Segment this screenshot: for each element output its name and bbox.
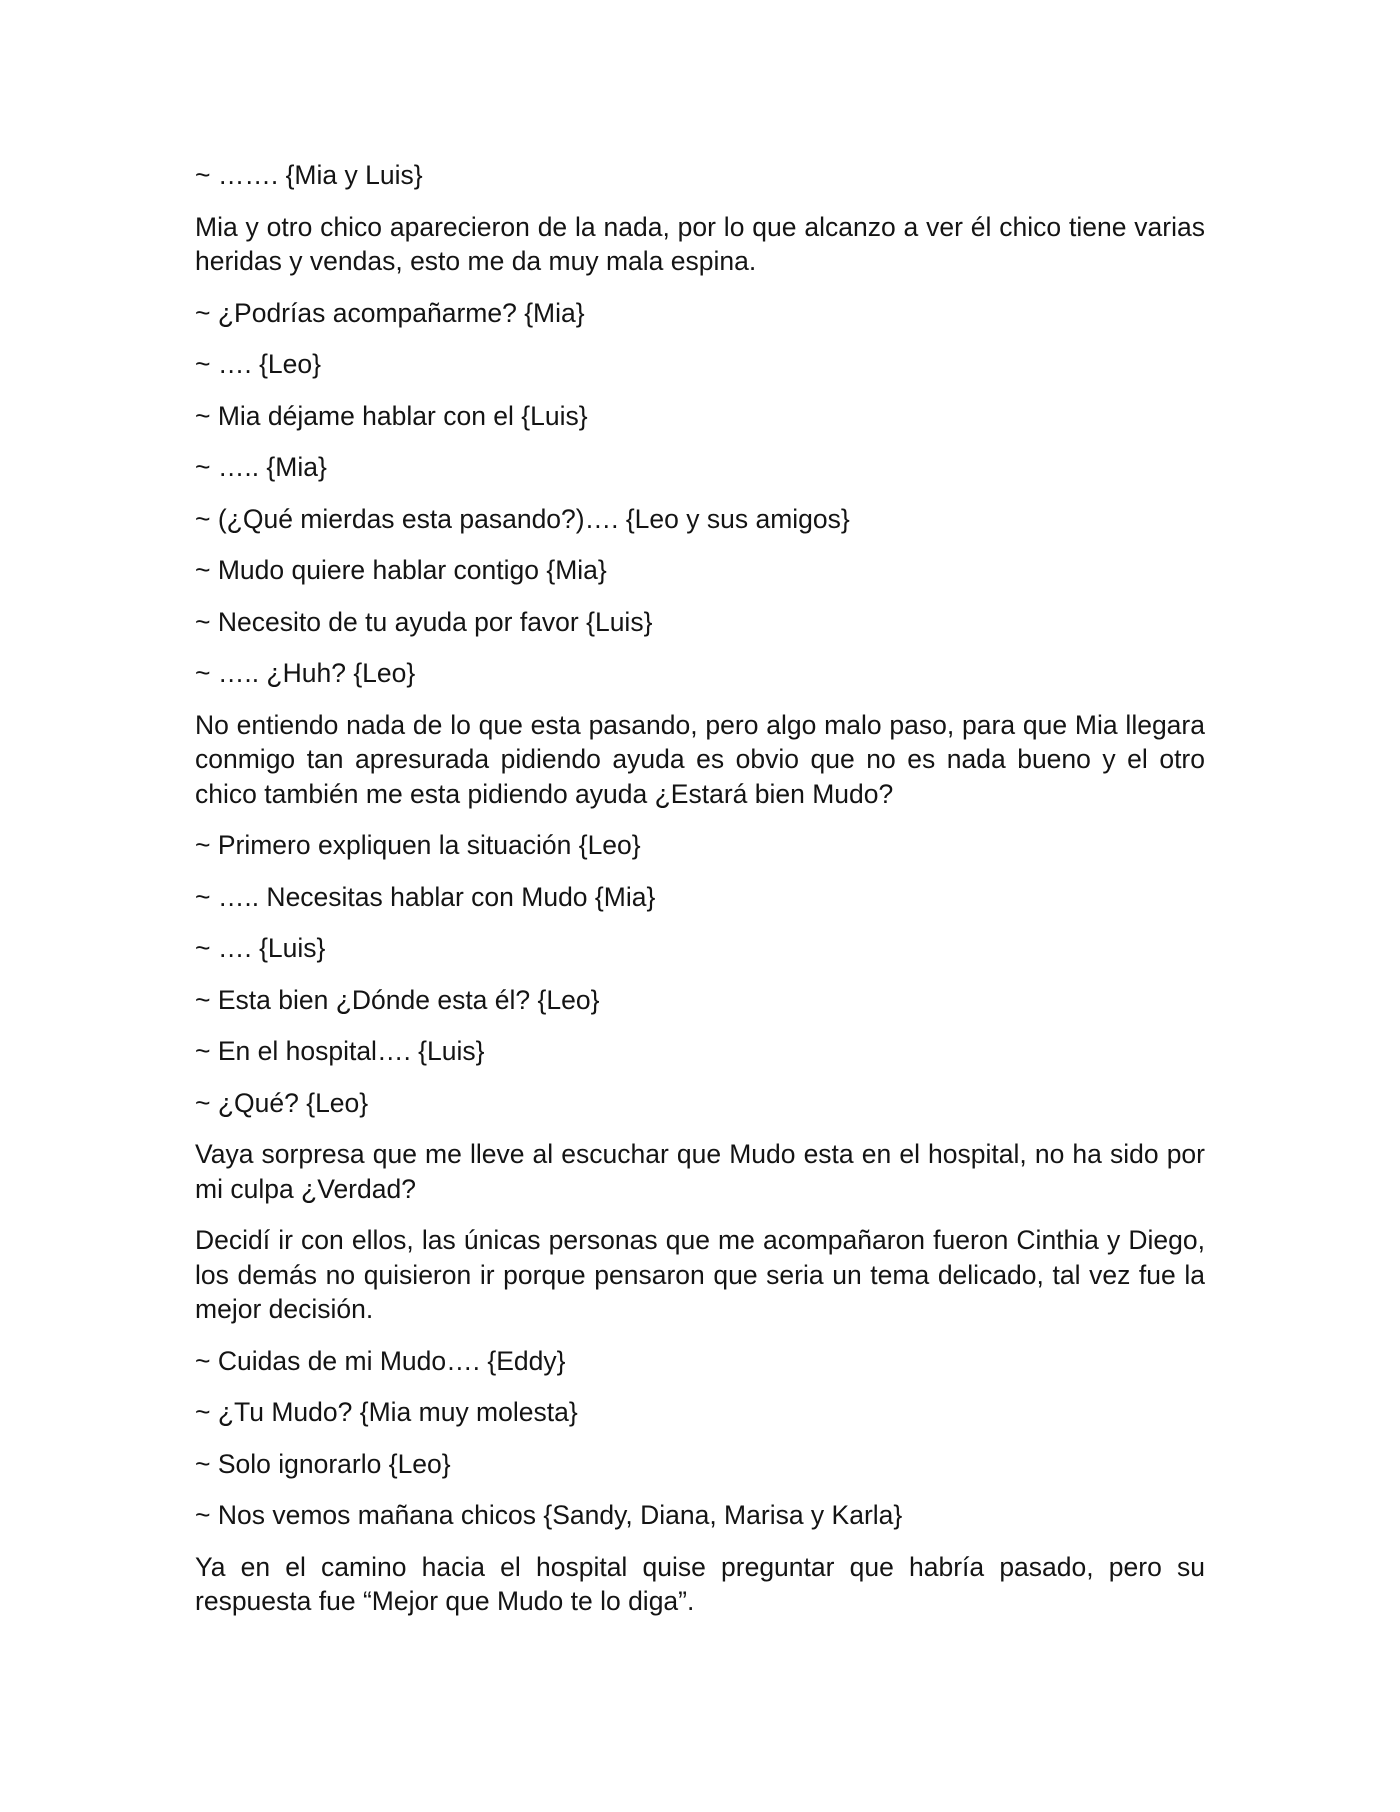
dialogue-line: ~ ¿Qué? {Leo} — [195, 1087, 369, 1118]
dialogue-line: ~ Esta bien ¿Dónde esta él? {Leo} — [195, 984, 600, 1015]
document-body — [195, 158, 1205, 1619]
dialogue-line: ~ ….. {Mia} — [195, 452, 327, 482]
dialogue-line: ~ ¿Tu Mudo? {Mia muy molesta} — [195, 1397, 578, 1427]
dialogue-line: ~ Solo ignorarlo {Leo} — [195, 1448, 451, 1479]
dialogue-line: ~ ……. {Mia y Luis} — [195, 160, 423, 190]
dialogue-line: ~ Mudo quiere hablar contigo {Mia} — [195, 555, 607, 585]
dialogue-line: ~ Primero expliquen la situación {Leo} — [195, 830, 641, 860]
dialogue-line: ~ Mia déjame hablar con el {Luis} — [195, 400, 588, 431]
dialogue-line: ~ …. {Luis} — [195, 933, 326, 963]
dialogue-line: ~ En el hospital…. {Luis} — [195, 1036, 485, 1066]
dialogue-line: ~ Nos vemos mañana chicos {Sandy, Diana, Marisa y Karla} — [195, 1500, 903, 1530]
dialogue-line: ~ Necesito de tu ayuda por favor {Luis} — [195, 606, 653, 637]
dialogue-line: ~ ….. Necesitas hablar con Mudo {Mia} — [195, 881, 656, 912]
narrative-paragraph: Ya en el camino hacia el hospital quise preguntar que habría pasado, pero su respuesta fue “Mejor que Mudo te lo diga”. — [195, 1551, 1205, 1616]
dialogue-line: ~ (¿Qué mierdas esta pasando?)…. {Leo y sus amigos} — [195, 503, 850, 534]
dialogue-line: ~ Cuidas de mi Mudo…. {Eddy} — [195, 1345, 566, 1376]
dialogue-line: ~ ….. ¿Huh? {Leo} — [195, 658, 416, 688]
narrative-paragraph: Vaya sorpresa que me lleve al escuchar que Mudo esta en el hospital, no ha sido por mi culpa ¿Verdad? — [195, 1139, 1205, 1204]
narrative-paragraph: Decidí ir con ellos, las únicas personas que me acompañaron fueron Cinthia y Diego, los demás no quisieron ir porque pensaron que seria un tema delicado, tal vez fue la mejor decisión. — [195, 1225, 1205, 1324]
narrative-paragraph: No entiendo nada de lo que esta pasando, pero algo malo paso, para que Mia llegara conmigo tan apresurada pidiendo ayuda es obvio que no es nada bueno y el otro chico también me esta pidiendo ayuda ¿Estará bien Mudo? — [195, 709, 1205, 809]
narrative-paragraph: Mia y otro chico aparecieron de la nada, por lo que alcanzo a ver él chico tiene varias heridas y vendas, esto me da muy mala espina. — [195, 211, 1205, 276]
dialogue-line: ~ …. {Leo} — [195, 349, 321, 379]
dialogue-line: ~ ¿Podrías acompañarme? {Mia} — [195, 297, 585, 328]
